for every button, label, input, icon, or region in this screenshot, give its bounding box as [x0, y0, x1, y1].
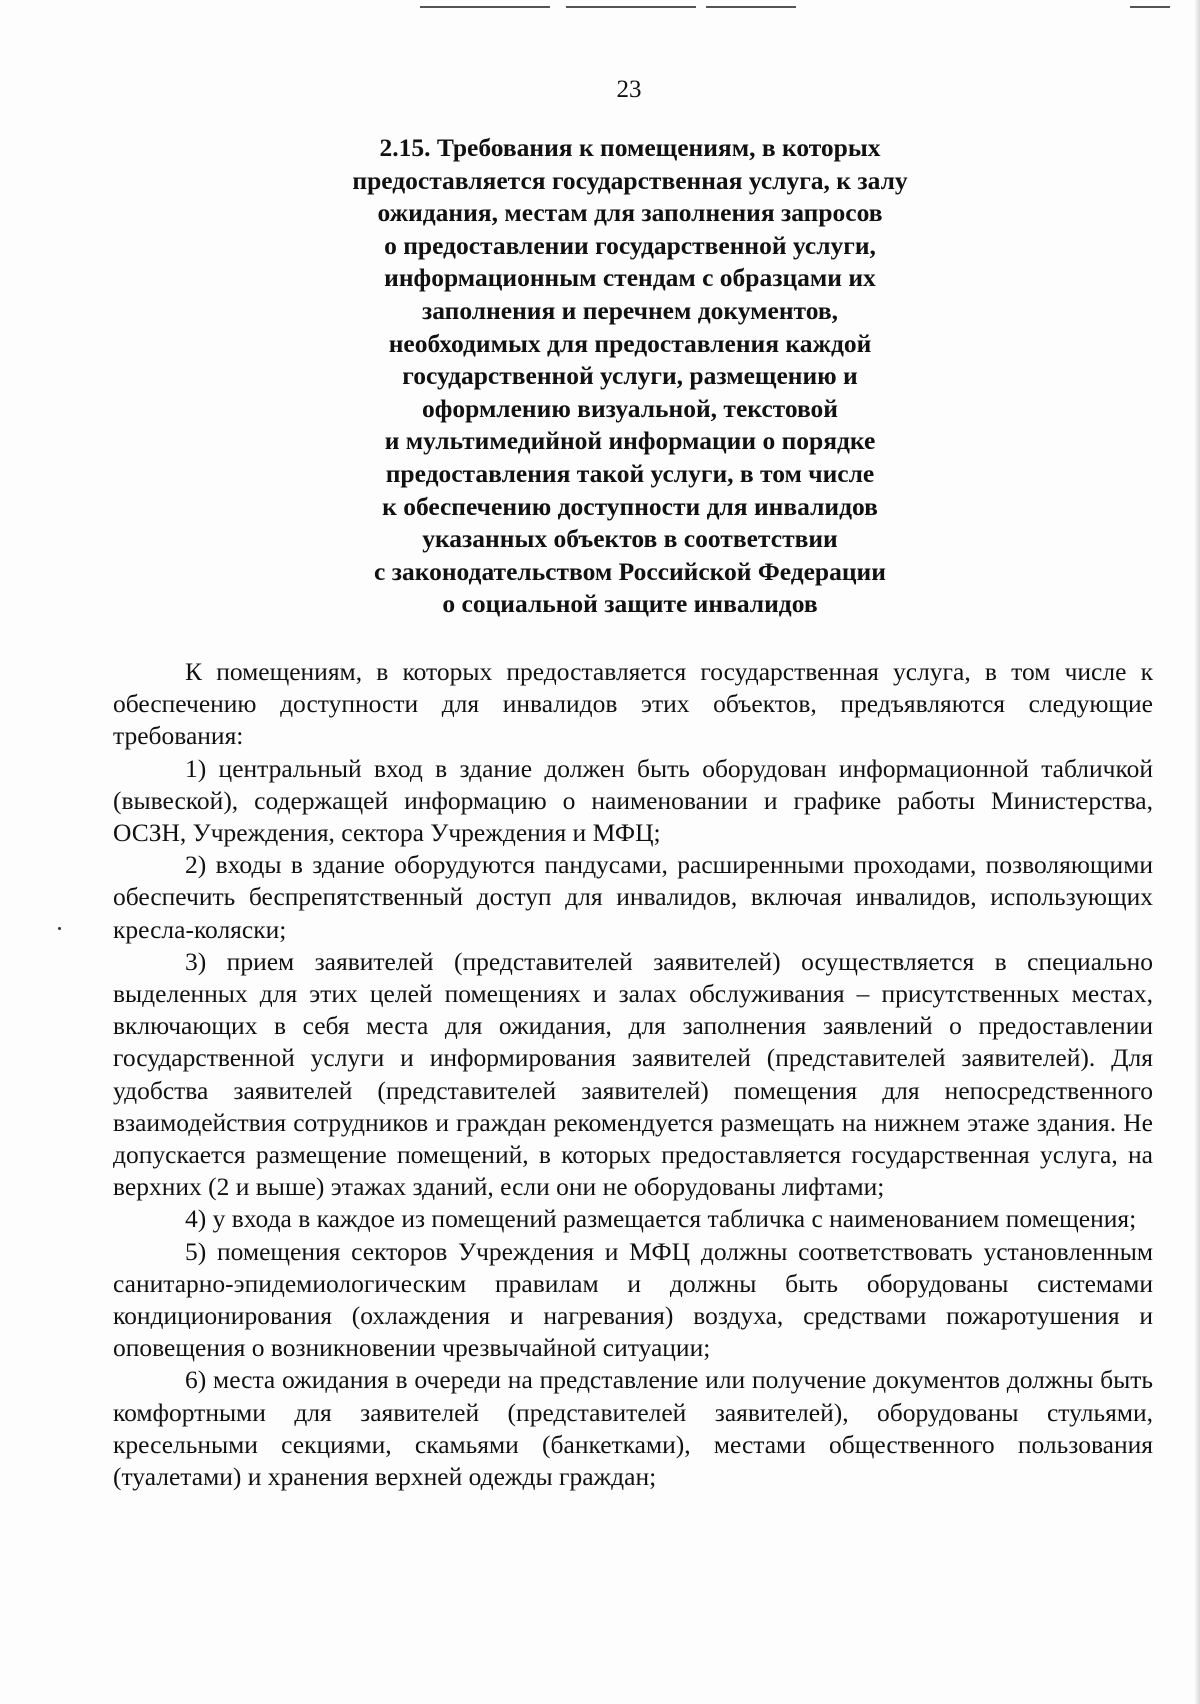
heading-line: к обеспечению доступности для инвалидов [382, 491, 878, 521]
heading-line: оформлению визуальной, текстовой [422, 393, 838, 423]
requirement-item-5: 5) помещения секторов Учреждения и МФЦ должны соответствовать установленным санитарно-эпидемиологическим правилам и должны быть оборудованы системами кондиционирования (охлаждения и нагревания) воздуха, средствами пожаротушения и оповещения о возникновении чрезвычайной ситуации; [113, 1236, 1153, 1363]
scan-speck [58, 927, 61, 930]
heading-line: предоставления такой услуги, в том числе [385, 458, 875, 488]
scan-edge-mark [420, 6, 550, 8]
scan-edge-mark [1130, 6, 1170, 8]
heading-line: государственной услуги, размещению и [402, 361, 858, 391]
heading-line: заполнения и перечнем документов, [422, 295, 838, 325]
heading-line: с законодательством Российской Федерации [374, 556, 886, 586]
heading-line: информационным стендам с образцами их [384, 263, 876, 293]
scan-edge-mark [706, 6, 796, 8]
heading-line: предоставляется государственная услуга, к залу [352, 165, 908, 195]
page-number: 23 [616, 76, 642, 103]
page-edge-shadow [1194, 0, 1200, 1704]
requirement-item-4: 4) у входа в каждое из помещений размещается табличка с наименованием помещения; [185, 1204, 1137, 1234]
intro-paragraph: К помещениям, в которых предоставляется государственная услуга, в том числе к обеспечению доступности для инвалидов этих объектов, предъявляются следующие требования: [113, 657, 1153, 751]
heading-line: о предоставлении государственной услуги, [384, 230, 876, 260]
requirement-item-2: 2) входы в здание оборудуются пандусами, расширенными проходами, позволяющими обеспечить беспрепятственный доступ для инвалидов, включая инвалидов, использующих кресла-коляски; [113, 850, 1153, 944]
document-body [113, 656, 1153, 1493]
requirement-item-1: 1) центральный вход в здание должен быть оборудован информационной табличкой (вывеской), содержащей информацию о наименовании и графике работы Министерства, ОСЗН, Учреждения, сектора Учреждения и МФЦ; [113, 753, 1153, 848]
heading-line: указанных объектов в соответствии [422, 524, 838, 554]
heading-line: и мультимедийной информации о порядке [384, 426, 876, 456]
heading-line: необходимых для предоставления каждой [388, 328, 872, 358]
requirement-item-6: 6) места ожидания в очереди на представление или получение документов должны быть комфортными для заявителей (представителей заявителей), оборудованы стульями, кресельными секциями, скамьями (банкетками), местами общественного пользования (туалетами) и хранения верхней одежды граждан; [113, 1365, 1153, 1492]
heading-line: о социальной защите инвалидов [442, 589, 818, 619]
section-heading [300, 132, 960, 621]
heading-line: 2.15. Требования к помещениям, в которых [379, 133, 881, 162]
scan-edge-mark [566, 6, 696, 8]
requirement-item-3: 3) прием заявителей (представителей заявителей) осуществляется в специально выделенных для этих целей помещениях и залах обслуживания – присутственных местах, включающих в себя места для ожидания, для заполнения заявлений о предоставлении государственной услуги и информирования заявителей (представителей заявителей). Для удобства заявителей (представителей заявителей) помещения для непосредственного взаимодействия сотрудников и граждан рекомендуется размещать на нижнем этаже здания. Не допускается размещение помещений, в которых предоставляется государственная услуга, на верхних (2 и выше) этажах зданий, если они не оборудованы лифтами; [113, 946, 1153, 1202]
heading-line: ожидания, местам для заполнения запросов [377, 198, 883, 228]
